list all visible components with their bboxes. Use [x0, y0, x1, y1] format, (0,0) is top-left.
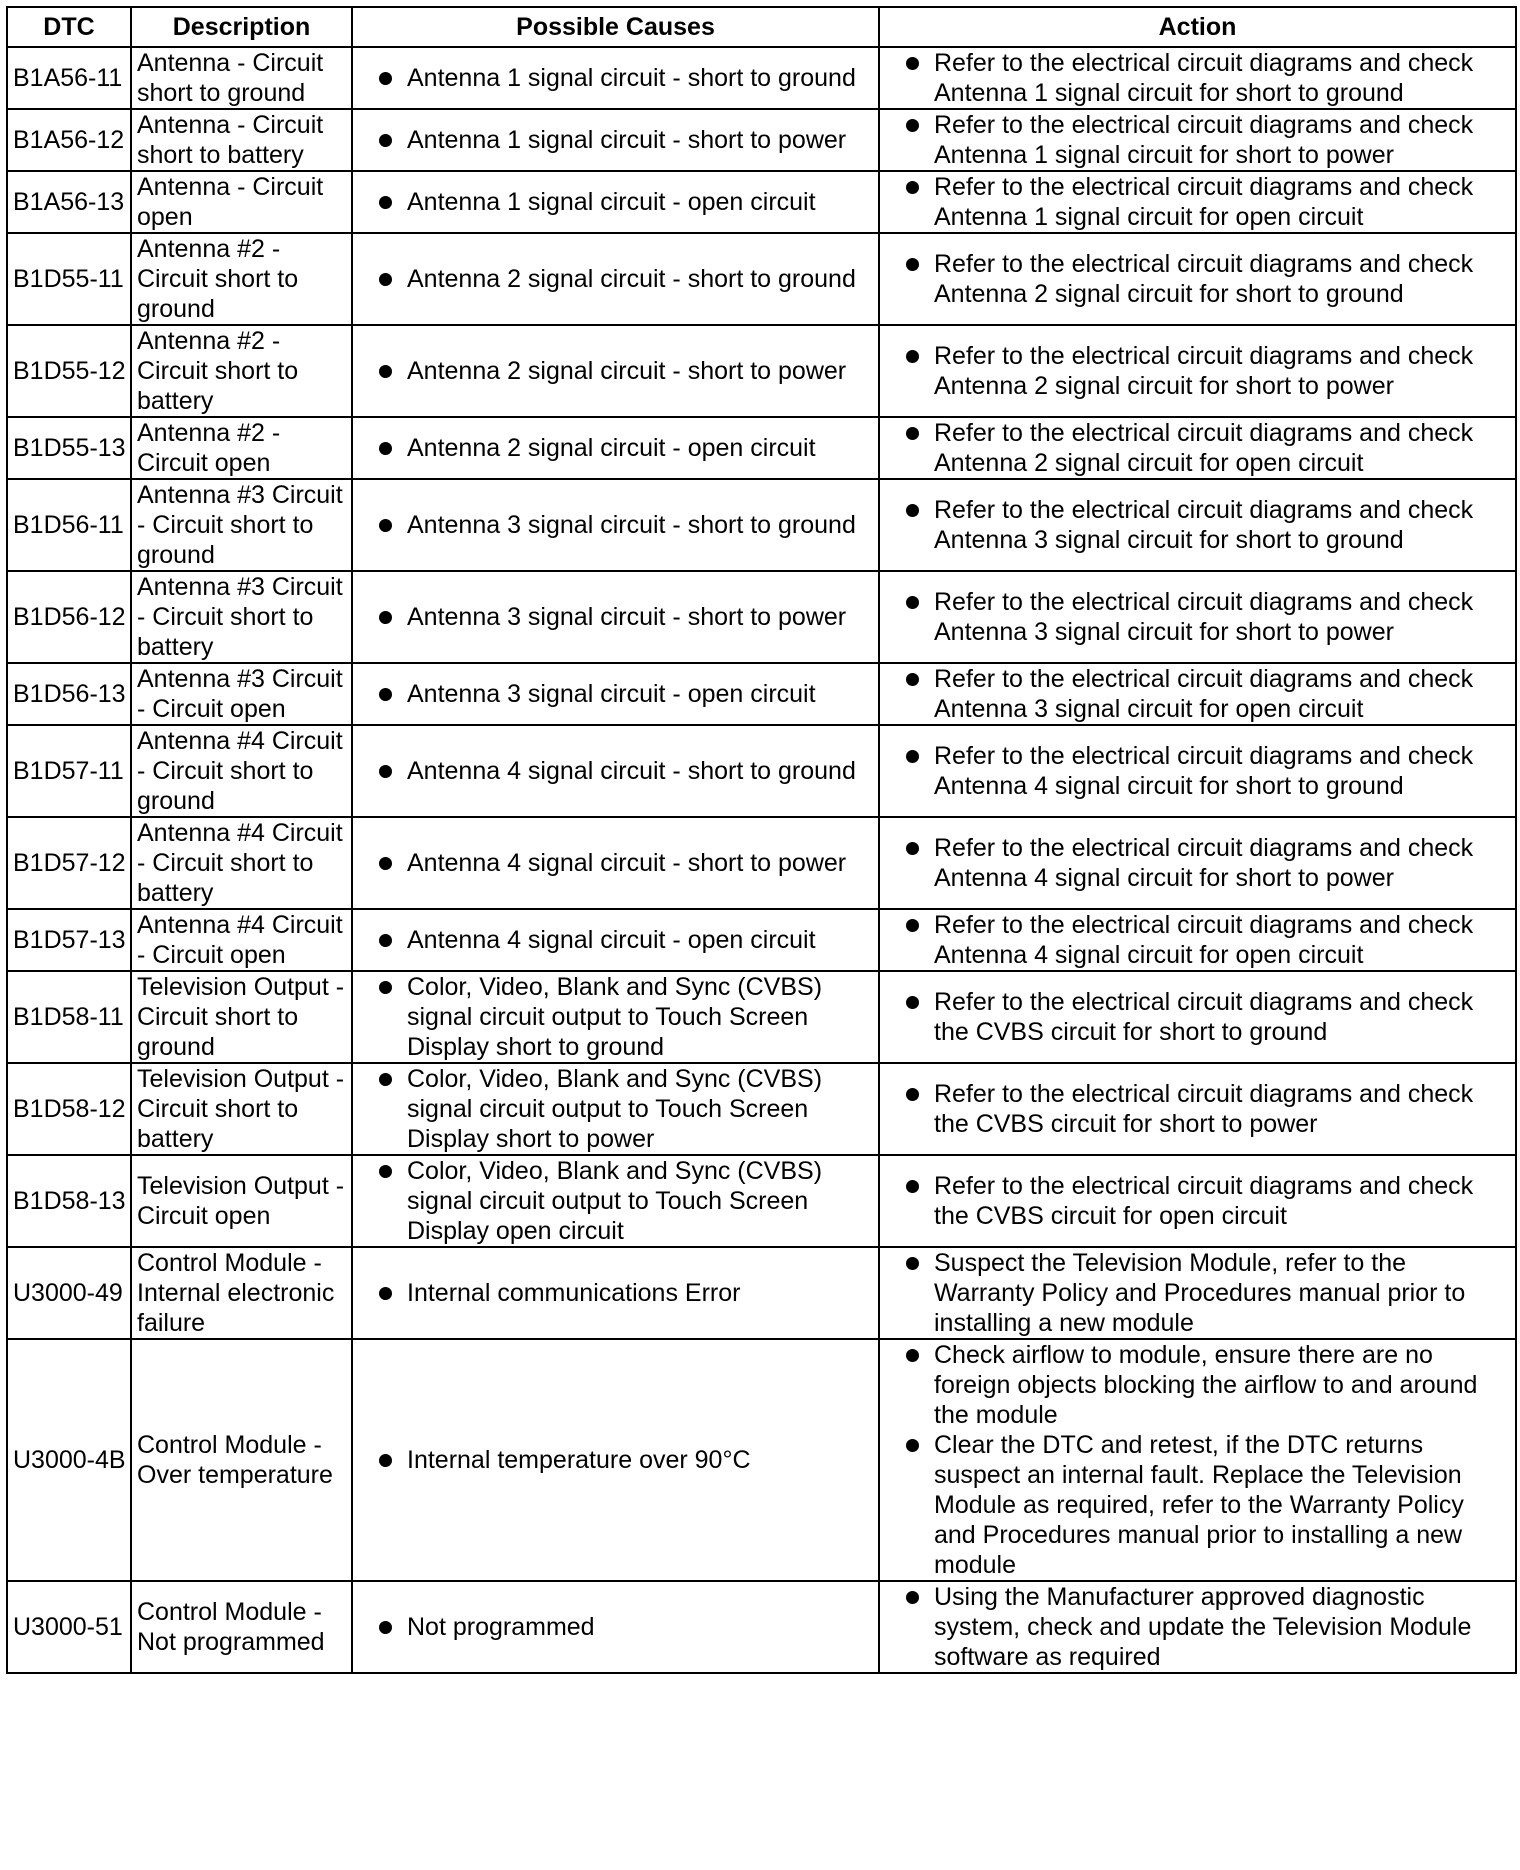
action-item: Refer to the electrical circuit diagrams and check Antenna 4 signal circuit for short to power: [894, 833, 1509, 893]
action-item: Refer to the electrical circuit diagrams and check Antenna 4 signal circuit for short to ground: [894, 741, 1509, 801]
cause-item: Antenna 2 signal circuit - short to ground: [367, 264, 872, 294]
dtc-code: U3000-51: [7, 1581, 131, 1673]
causes-list: [367, 356, 872, 386]
causes-list: [367, 756, 872, 786]
cause-item: Antenna 4 signal circuit - open circuit: [367, 925, 872, 955]
action: [879, 479, 1516, 571]
actions-list: [894, 110, 1509, 170]
cause-item: Antenna 1 signal circuit - short to ground: [367, 63, 872, 93]
dtc-code: U3000-4B: [7, 1339, 131, 1581]
possible-causes: [352, 1155, 879, 1247]
action: [879, 47, 1516, 109]
causes-list: [367, 63, 872, 93]
action-item: Refer to the electrical circuit diagrams and check the CVBS circuit for open circuit: [894, 1171, 1509, 1231]
possible-causes: [352, 663, 879, 725]
dtc-code: U3000-49: [7, 1247, 131, 1339]
action: [879, 663, 1516, 725]
table-row: [7, 971, 1516, 1063]
header-dtc: DTC: [7, 7, 131, 47]
actions-list: [894, 587, 1509, 647]
causes-list: [367, 1445, 872, 1475]
table-row: [7, 909, 1516, 971]
cause-item: Antenna 3 signal circuit - short to ground: [367, 510, 872, 540]
dtc-description: Antenna #4 Circuit - Circuit short to battery: [131, 817, 352, 909]
table-row: [7, 171, 1516, 233]
dtc-code: B1D56-12: [7, 571, 131, 663]
actions-list: [894, 1171, 1509, 1231]
action: [879, 817, 1516, 909]
table-row: [7, 571, 1516, 663]
possible-causes: [352, 909, 879, 971]
dtc-code: B1D56-13: [7, 663, 131, 725]
table-row: [7, 109, 1516, 171]
actions-list: [894, 1582, 1509, 1672]
dtc-description: Antenna #4 Circuit - Circuit short to ground: [131, 725, 352, 817]
action-item: Clear the DTC and retest, if the DTC returns suspect an internal fault. Replace the Television Module as required, refer to the Warranty Policy and Procedures manual prior to installing a new module: [894, 1430, 1509, 1580]
cause-item: Antenna 3 signal circuit - open circuit: [367, 679, 872, 709]
dtc-code: B1D58-12: [7, 1063, 131, 1155]
table-row: [7, 479, 1516, 571]
action: [879, 1581, 1516, 1673]
action: [879, 171, 1516, 233]
causes-list: [367, 972, 872, 1062]
dtc-description: Antenna - Circuit short to ground: [131, 47, 352, 109]
dtc-description: Television Output - Circuit short to battery: [131, 1063, 352, 1155]
dtc-description: Antenna #4 Circuit - Circuit open: [131, 909, 352, 971]
dtc-description: Antenna #3 Circuit - Circuit open: [131, 663, 352, 725]
cause-item: Internal temperature over 90°C: [367, 1445, 872, 1475]
action-item: Refer to the electrical circuit diagrams and check Antenna 2 signal circuit for short to ground: [894, 249, 1509, 309]
causes-list: [367, 1612, 872, 1642]
cause-item: Internal communications Error: [367, 1278, 872, 1308]
action-item: Refer to the electrical circuit diagrams and check Antenna 2 signal circuit for open circuit: [894, 418, 1509, 478]
causes-list: [367, 510, 872, 540]
action-item: Refer to the electrical circuit diagrams and check Antenna 1 signal circuit for short to power: [894, 110, 1509, 170]
possible-causes: [352, 47, 879, 109]
action-item: Using the Manufacturer approved diagnostic system, check and update the Television Module software as required: [894, 1582, 1509, 1672]
dtc-description: Control Module - Not programmed: [131, 1581, 352, 1673]
dtc-description: Antenna #2 - Circuit open: [131, 417, 352, 479]
actions-list: [894, 664, 1509, 724]
table-row: [7, 1247, 1516, 1339]
possible-causes: [352, 1247, 879, 1339]
action-item: Refer to the electrical circuit diagrams and check Antenna 1 signal circuit for open circuit: [894, 172, 1509, 232]
action: [879, 1247, 1516, 1339]
dtc-description: Antenna #2 - Circuit short to battery: [131, 325, 352, 417]
possible-causes: [352, 725, 879, 817]
actions-list: [894, 418, 1509, 478]
action-item: Refer to the electrical circuit diagrams and check Antenna 4 signal circuit for open circuit: [894, 910, 1509, 970]
header-action: Action: [879, 7, 1516, 47]
action-item: Refer to the electrical circuit diagrams and check Antenna 3 signal circuit for open circuit: [894, 664, 1509, 724]
table-row: [7, 1063, 1516, 1155]
action-item: Check airflow to module, ensure there are no foreign objects blocking the airflow to and around the module: [894, 1340, 1509, 1430]
possible-causes: [352, 1063, 879, 1155]
dtc-code: B1D55-11: [7, 233, 131, 325]
dtc-description: Antenna #2 - Circuit short to ground: [131, 233, 352, 325]
causes-list: [367, 1156, 872, 1246]
dtc-description: Antenna - Circuit short to battery: [131, 109, 352, 171]
action: [879, 233, 1516, 325]
possible-causes: [352, 417, 879, 479]
dtc-code: B1D57-12: [7, 817, 131, 909]
action: [879, 1155, 1516, 1247]
possible-causes: [352, 171, 879, 233]
possible-causes: [352, 971, 879, 1063]
cause-item: Antenna 1 signal circuit - open circuit: [367, 187, 872, 217]
cause-item: Color, Video, Blank and Sync (CVBS) signal circuit output to Touch Screen Display short to power: [367, 1064, 872, 1154]
causes-list: [367, 1278, 872, 1308]
actions-list: [894, 249, 1509, 309]
action: [879, 571, 1516, 663]
cause-item: Antenna 4 signal circuit - short to power: [367, 848, 872, 878]
table-row: [7, 725, 1516, 817]
possible-causes: [352, 233, 879, 325]
cause-item: Antenna 2 signal circuit - open circuit: [367, 433, 872, 463]
causes-list: [367, 187, 872, 217]
cause-item: Antenna 4 signal circuit - short to ground: [367, 756, 872, 786]
causes-list: [367, 602, 872, 632]
dtc-code: B1D58-11: [7, 971, 131, 1063]
action-item: Refer to the electrical circuit diagrams and check Antenna 3 signal circuit for short to ground: [894, 495, 1509, 555]
dtc-description: Control Module - Internal electronic failure: [131, 1247, 352, 1339]
causes-list: [367, 848, 872, 878]
dtc-code: B1A56-11: [7, 47, 131, 109]
dtc-description: Antenna #3 Circuit - Circuit short to ground: [131, 479, 352, 571]
possible-causes: [352, 817, 879, 909]
dtc-code: B1D57-11: [7, 725, 131, 817]
actions-list: [894, 910, 1509, 970]
action: [879, 909, 1516, 971]
causes-list: [367, 679, 872, 709]
dtc-code: B1D55-13: [7, 417, 131, 479]
header-possible-causes: Possible Causes: [352, 7, 879, 47]
possible-causes: [352, 1581, 879, 1673]
causes-list: [367, 1064, 872, 1154]
table-row: [7, 233, 1516, 325]
action: [879, 417, 1516, 479]
actions-list: [894, 741, 1509, 801]
possible-causes: [352, 571, 879, 663]
actions-list: [894, 987, 1509, 1047]
actions-list: [894, 48, 1509, 108]
actions-list: [894, 1079, 1509, 1139]
causes-list: [367, 125, 872, 155]
possible-causes: [352, 1339, 879, 1581]
cause-item: Not programmed: [367, 1612, 872, 1642]
action: [879, 971, 1516, 1063]
table-row: [7, 1339, 1516, 1581]
dtc-code: B1A56-12: [7, 109, 131, 171]
table-row: [7, 817, 1516, 909]
causes-list: [367, 433, 872, 463]
action-item: Refer to the electrical circuit diagrams and check the CVBS circuit for short to ground: [894, 987, 1509, 1047]
cause-item: Color, Video, Blank and Sync (CVBS) signal circuit output to Touch Screen Display short to ground: [367, 972, 872, 1062]
dtc-description: Television Output - Circuit short to ground: [131, 971, 352, 1063]
cause-item: Antenna 2 signal circuit - short to power: [367, 356, 872, 386]
possible-causes: [352, 109, 879, 171]
cause-item: Color, Video, Blank and Sync (CVBS) signal circuit output to Touch Screen Display open circuit: [367, 1156, 872, 1246]
table-row: [7, 663, 1516, 725]
table-row: [7, 47, 1516, 109]
action: [879, 325, 1516, 417]
action: [879, 109, 1516, 171]
action: [879, 725, 1516, 817]
dtc-code: B1D57-13: [7, 909, 131, 971]
table-body: [7, 47, 1516, 1673]
possible-causes: [352, 479, 879, 571]
dtc-code: B1A56-13: [7, 171, 131, 233]
table-header-row: [7, 7, 1516, 47]
cause-item: Antenna 1 signal circuit - short to power: [367, 125, 872, 155]
table-row: [7, 1581, 1516, 1673]
table-row: [7, 1155, 1516, 1247]
dtc-code: B1D56-11: [7, 479, 131, 571]
causes-list: [367, 264, 872, 294]
dtc-description: Antenna #3 Circuit - Circuit short to battery: [131, 571, 352, 663]
dtc-code: B1D58-13: [7, 1155, 131, 1247]
actions-list: [894, 833, 1509, 893]
action-item: Refer to the electrical circuit diagrams and check Antenna 2 signal circuit for short to power: [894, 341, 1509, 401]
action: [879, 1339, 1516, 1581]
actions-list: [894, 172, 1509, 232]
action-item: Refer to the electrical circuit diagrams and check Antenna 3 signal circuit for short to power: [894, 587, 1509, 647]
actions-list: [894, 341, 1509, 401]
dtc-code: B1D55-12: [7, 325, 131, 417]
header-description: Description: [131, 7, 352, 47]
action-item: Suspect the Television Module, refer to the Warranty Policy and Procedures manual prior to installing a new module: [894, 1248, 1509, 1338]
possible-causes: [352, 325, 879, 417]
dtc-description: Television Output - Circuit open: [131, 1155, 352, 1247]
dtc-description: Control Module - Over temperature: [131, 1339, 352, 1581]
cause-item: Antenna 3 signal circuit - short to power: [367, 602, 872, 632]
action-item: Refer to the electrical circuit diagrams and check the CVBS circuit for short to power: [894, 1079, 1509, 1139]
table-row: [7, 325, 1516, 417]
dtc-description: Antenna - Circuit open: [131, 171, 352, 233]
action: [879, 1063, 1516, 1155]
table-row: [7, 417, 1516, 479]
causes-list: [367, 925, 872, 955]
action-item: Refer to the electrical circuit diagrams and check Antenna 1 signal circuit for short to ground: [894, 48, 1509, 108]
dtc-table: [6, 6, 1517, 1674]
actions-list: [894, 1248, 1509, 1338]
actions-list: [894, 1340, 1509, 1580]
actions-list: [894, 495, 1509, 555]
